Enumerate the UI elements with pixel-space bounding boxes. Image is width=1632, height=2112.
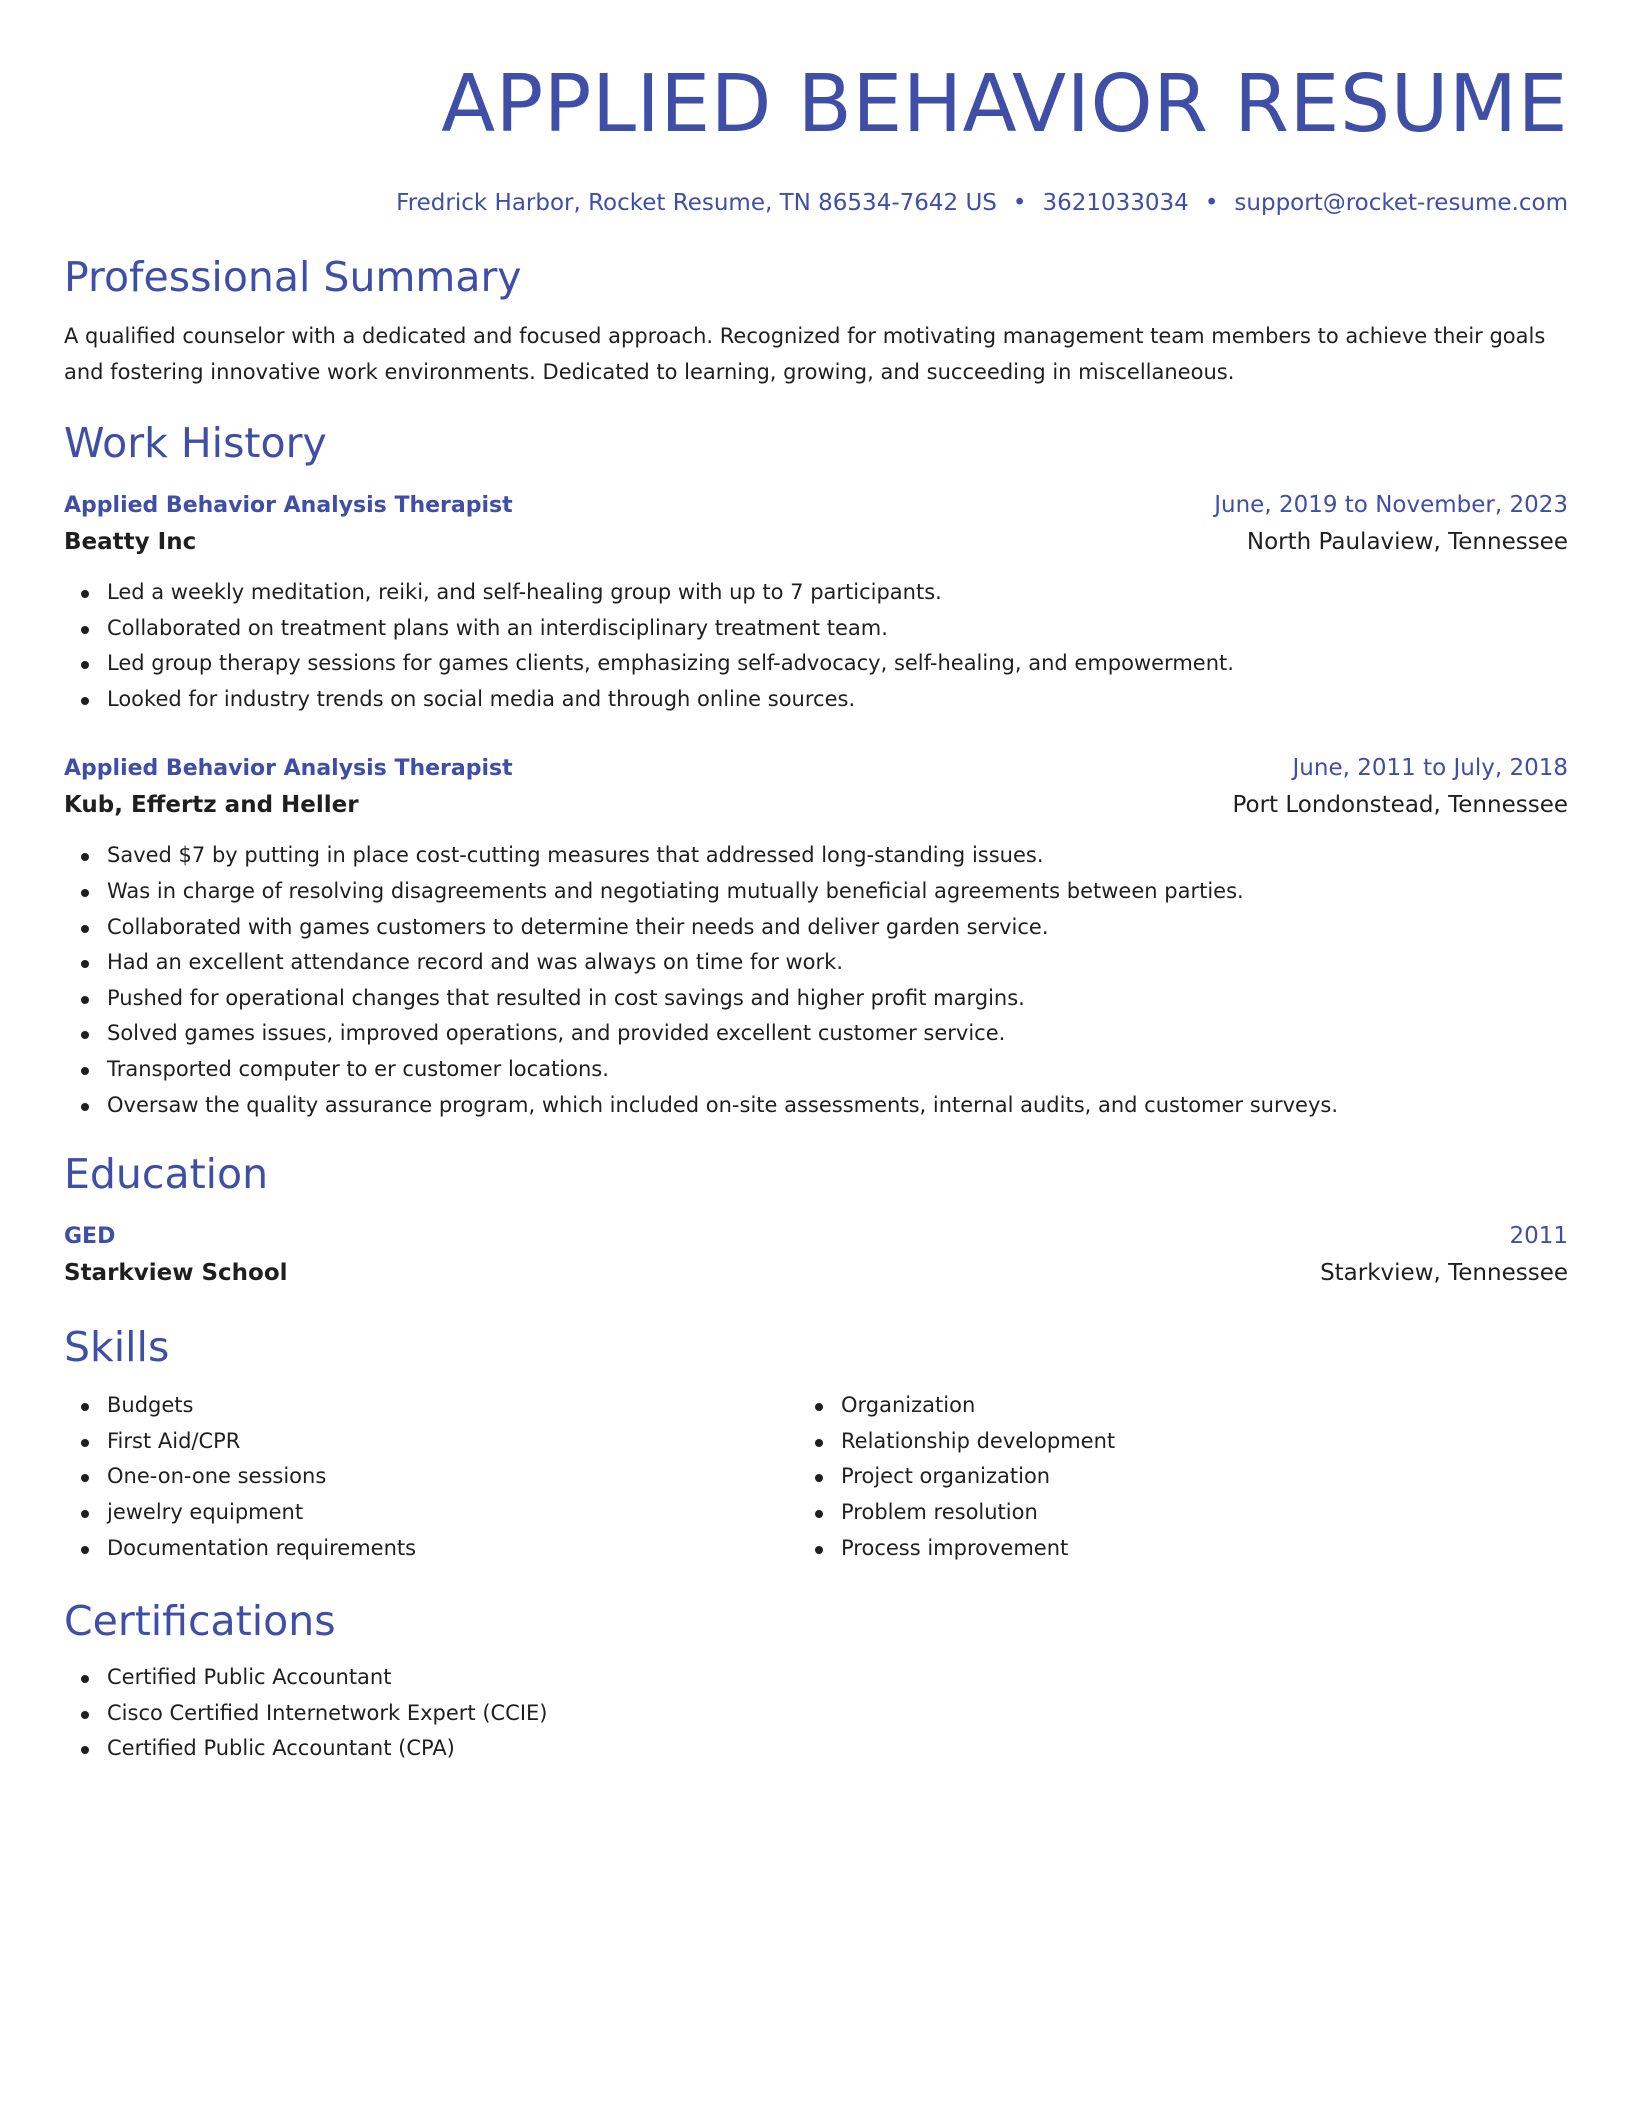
skills-list-left	[64, 1388, 798, 1566]
skill-item: Organization	[798, 1388, 1532, 1424]
job-dates: June, 2011 to July, 2018	[1292, 755, 1568, 782]
education-entry	[64, 1219, 1568, 1292]
job-company: Kub, Effertz and Heller	[64, 792, 359, 819]
job-location: Port Londonstead, Tennessee	[1232, 792, 1568, 819]
job-title: Applied Behavior Analysis Therapist	[64, 756, 513, 782]
job-entry	[64, 751, 1568, 1123]
skills-list-right	[798, 1388, 1532, 1566]
skill-item: Budgets	[64, 1388, 798, 1424]
job-header-row	[64, 488, 1568, 523]
list-item: Had an excellent attendance record and was always on time for work.	[64, 945, 1568, 981]
contact-separator: •	[1204, 190, 1219, 216]
job-location: North Paulaview, Tennessee	[1246, 529, 1568, 555]
education-header-row	[64, 1219, 1568, 1254]
education-heading: Education	[64, 1150, 269, 1199]
job-company: Beatty Inc	[64, 529, 197, 555]
work-history-heading: Work History	[64, 419, 327, 467]
list-item: Was in charge of resolving disagreements and negotiating mutually beneficial agreements between parties.	[64, 874, 1568, 910]
list-item: Looked for industry trends on social media and through online sources.	[64, 682, 1568, 718]
resume-title: APPLIED BEHAVIOR RESUME	[441, 58, 1568, 150]
summary-text: A qualified counselor with a dedicated and focused approach. Recognized for motivating management team members to achieve their goals and fostering innovative work environments. Dedicated to learning, growing, and succeeding in miscellaneous.	[64, 324, 1546, 384]
skills-grid	[64, 1388, 1568, 1566]
job-entry	[64, 488, 1568, 717]
contact-separator: •	[1012, 190, 1027, 216]
job-dates: June, 2019 to November, 2023	[1214, 492, 1568, 518]
skill-item: First Aid/CPR	[64, 1424, 798, 1460]
job-duties-list	[64, 838, 1568, 1123]
skills-heading: Skills	[64, 1323, 170, 1372]
certifications-heading: Certifications	[64, 1597, 336, 1646]
list-item: Collaborated with games customers to determine their needs and deliver garden service.	[64, 910, 1568, 946]
skill-item: Project organization	[798, 1459, 1532, 1495]
job-company-row	[64, 523, 1568, 561]
certification-item: Certified Public Accountant	[64, 1660, 1568, 1696]
skill-item: One-on-one sessions	[64, 1459, 798, 1495]
list-item: Oversaw the quality assurance program, which included on-site assessments, internal audits, and customer surveys.	[64, 1088, 1568, 1124]
skill-item: Problem resolution	[798, 1495, 1532, 1531]
summary-heading: Professional Summary	[64, 253, 522, 301]
job-title: Applied Behavior Analysis Therapist	[64, 493, 513, 518]
job-company-row	[64, 786, 1568, 824]
list-item: Led a weekly meditation, reiki, and self-healing group with up to 7 participants.	[64, 575, 1568, 611]
education-school-row	[64, 1254, 1568, 1292]
education-degree: GED	[64, 1224, 116, 1250]
contact-email: support@rocket-resume.com	[1234, 190, 1568, 216]
list-item: Pushed for operational changes that resulted in cost savings and higher profit margins.	[64, 981, 1568, 1017]
certification-item: Cisco Certified Internetwork Expert (CCIE)	[64, 1696, 1568, 1732]
skill-item: jewelry equipment	[64, 1495, 798, 1531]
list-item: Led group therapy sessions for games clients, emphasizing self-advocacy, self-healing, and empowerment.	[64, 646, 1568, 682]
skill-item: Relationship development	[798, 1424, 1532, 1460]
list-item: Solved games issues, improved operations, and provided excellent customer service.	[64, 1016, 1568, 1052]
skill-item: Process improvement	[798, 1531, 1532, 1567]
job-header-row	[64, 751, 1568, 786]
certifications-list	[64, 1660, 1568, 1767]
contact-address: Fredrick Harbor, Rocket Resume, TN 86534-7642 US	[396, 190, 997, 216]
contact-phone: 3621033034	[1042, 190, 1189, 216]
certification-item: Certified Public Accountant (CPA)	[64, 1731, 1568, 1767]
education-school: Starkview School	[64, 1260, 288, 1287]
skill-item: Documentation requirements	[64, 1531, 798, 1567]
education-location: Starkview, Tennessee	[1320, 1260, 1568, 1287]
list-item: Transported computer to er customer locations.	[64, 1052, 1568, 1088]
list-item: Saved $7 by putting in place cost-cutting measures that addressed long-standing issues.	[64, 838, 1568, 874]
job-duties-list	[64, 575, 1568, 717]
education-year: 2011	[1509, 1223, 1568, 1250]
list-item: Collaborated on treatment plans with an interdisciplinary treatment team.	[64, 611, 1568, 647]
contact-line	[64, 188, 1568, 218]
